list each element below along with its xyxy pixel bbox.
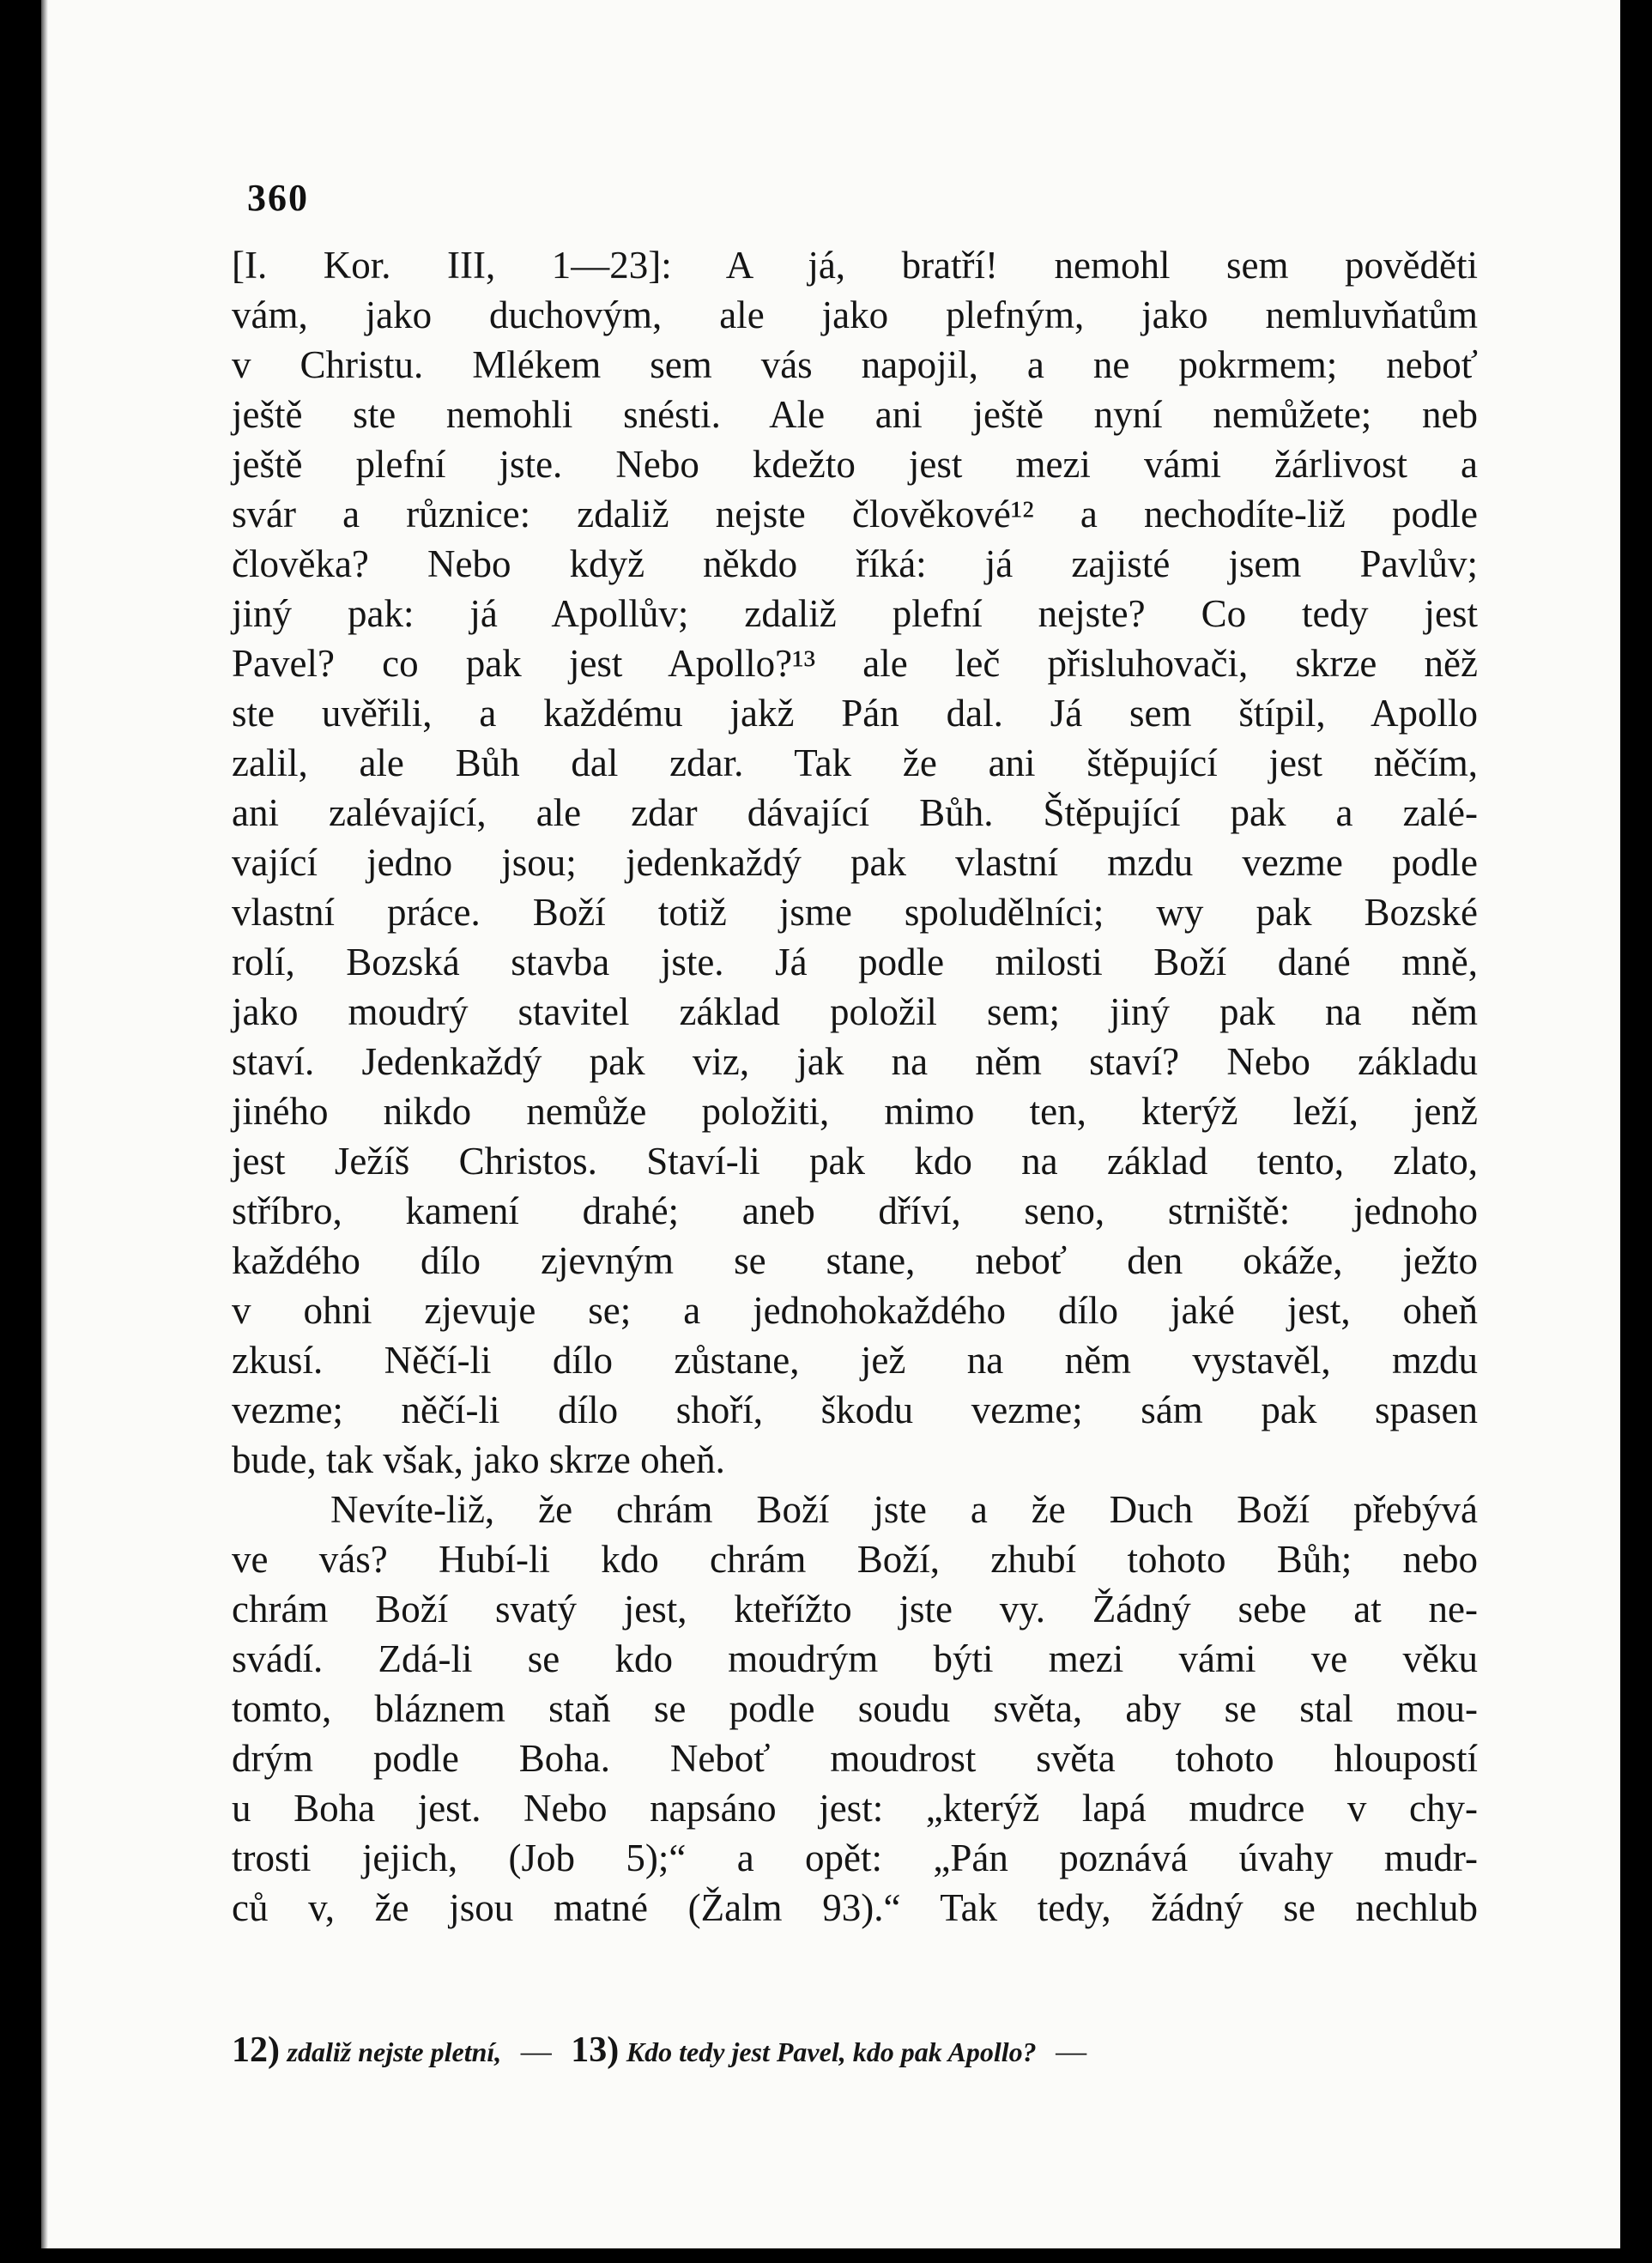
text-line: zalil, ale Bůh dal zdar. Tak že ani štěpující jest něčím, xyxy=(232,741,1478,784)
text-line: ani zalévající, ale zdar dávající Bůh. Štěpující pak a zalé- xyxy=(232,791,1478,834)
text-line: v Christu. Mlékem sem vás napojil, a ne pokrmem; neboť xyxy=(232,343,1478,386)
footnote-12-number: 12) xyxy=(232,2030,280,2070)
body-text xyxy=(232,240,1478,1933)
footnote-trailing-dash: — xyxy=(1056,2034,1087,2068)
footnote-separator: — xyxy=(520,2034,552,2068)
text-line: stříbro, kamení drahé; aneb dříví, seno, strniště: jednoho xyxy=(232,1189,1478,1232)
text-line: svádí. Zdá-li se kdo moudrým býti mezi vámi ve věku xyxy=(232,1637,1478,1680)
text-line: drým podle Boha. Neboť moudrost světa tohoto hloupostí xyxy=(232,1737,1478,1780)
text-line: vající jedno jsou; jedenkaždý pak vlastní mzdu vezme podle xyxy=(232,841,1478,884)
text-line: v ohni zjevuje se; a jednohokaždého dílo jaké jest, oheň xyxy=(232,1289,1478,1332)
page-number: 360 xyxy=(247,177,309,219)
text-line-paragraph-start: Nevíte-liž, že chrám Boží jste a že Duch Boží přebývá xyxy=(330,1488,1478,1531)
text-line: chrám Boží svatý jest, kteřížto jste vy. Žádný sebe at ne- xyxy=(232,1588,1478,1631)
text-line: rolí, Bozská stavba jste. Já podle milosti Boží dané mně, xyxy=(232,941,1478,983)
book-page xyxy=(41,0,1620,2248)
text-line: vezme; něčí-li dílo shoří, škodu vezme; sám pak spasen xyxy=(232,1389,1478,1431)
footnote-13-number: 13) xyxy=(571,2030,620,2070)
text-line: vlastní práce. Boží totiž jsme spoludělníci; wy pak Bozské xyxy=(232,891,1478,934)
text-line: staví. Jedenkaždý pak viz, jak na něm staví? Nebo základu xyxy=(232,1040,1478,1083)
text-line: člověka? Nebo když někdo říká: já zajisté jsem Pavlův; xyxy=(232,542,1478,585)
text-line: u Boha jest. Nebo napsáno jest: „kterýž lapá mudrce v chy- xyxy=(232,1787,1478,1830)
text-line: ve vás? Hubí-li kdo chrám Boží, zhubí tohoto Bůh; nebo xyxy=(232,1538,1478,1581)
footnote-13-text: Kdo tedy jest Pavel, kdo pak Apollo? xyxy=(626,2036,1037,2067)
text-line: jako moudrý stavitel základ položil sem; jiný pak na něm xyxy=(232,990,1478,1033)
text-line: zkusí. Něčí-li dílo zůstane, jež na něm vystavěl, mzdu xyxy=(232,1339,1478,1382)
text-line: tomto, bláznem staň se podle soudu světa, aby se stal mou- xyxy=(232,1687,1478,1730)
text-line: vám, jako duchovým, ale jako plefným, jako nemluvňatům xyxy=(232,293,1478,336)
text-line: jiný pak: já Apollův; zdaliž plefní nejste? Co tedy jest xyxy=(232,592,1478,635)
text-line: ců v, že jsou matné (Žalm 93).“ Tak tedy, žádný se nechlub xyxy=(232,1886,1478,1929)
text-line: každého dílo zjevným se stane, neboť den okáže, ježto xyxy=(232,1239,1478,1282)
text-line: [I. Kor. III, 1—23]: A já, bratří! nemohl sem pověděti xyxy=(232,244,1478,287)
text-line: ještě ste nemohli snésti. Ale ani ještě nyní nemůžete; neb xyxy=(232,393,1478,436)
text-line: bude, tak však, jako skrze oheň. xyxy=(232,1438,725,1481)
text-line: Pavel? co pak jest Apollo?¹³ ale leč přisluhovači, skrze něž xyxy=(232,642,1478,685)
text-line: jiného nikdo nemůže položiti, mimo ten, kterýž leží, jenž xyxy=(232,1090,1478,1133)
footnote-12-text: zdaliž nejste pletní, xyxy=(287,2036,502,2067)
text-line: ste uvěřili, a každému jakž Pán dal. Já sem štípil, Apollo xyxy=(232,692,1478,735)
text-line: jest Ježíš Christos. Staví-li pak kdo na základ tento, zlato, xyxy=(232,1140,1478,1183)
text-line: svár a různice: zdaliž nejste člověkové¹² a nechodíte-liž podle xyxy=(232,493,1478,535)
text-line: ještě plefní jste. Nebo kdežto jest mezi vámi žárlivost a xyxy=(232,443,1478,486)
text-line: trosti jejich, (Job 5);“ a opět: „Pán poznává úvahy mudr- xyxy=(232,1836,1478,1879)
footnotes xyxy=(232,2030,1478,2071)
page-binding-edge xyxy=(41,0,48,2248)
